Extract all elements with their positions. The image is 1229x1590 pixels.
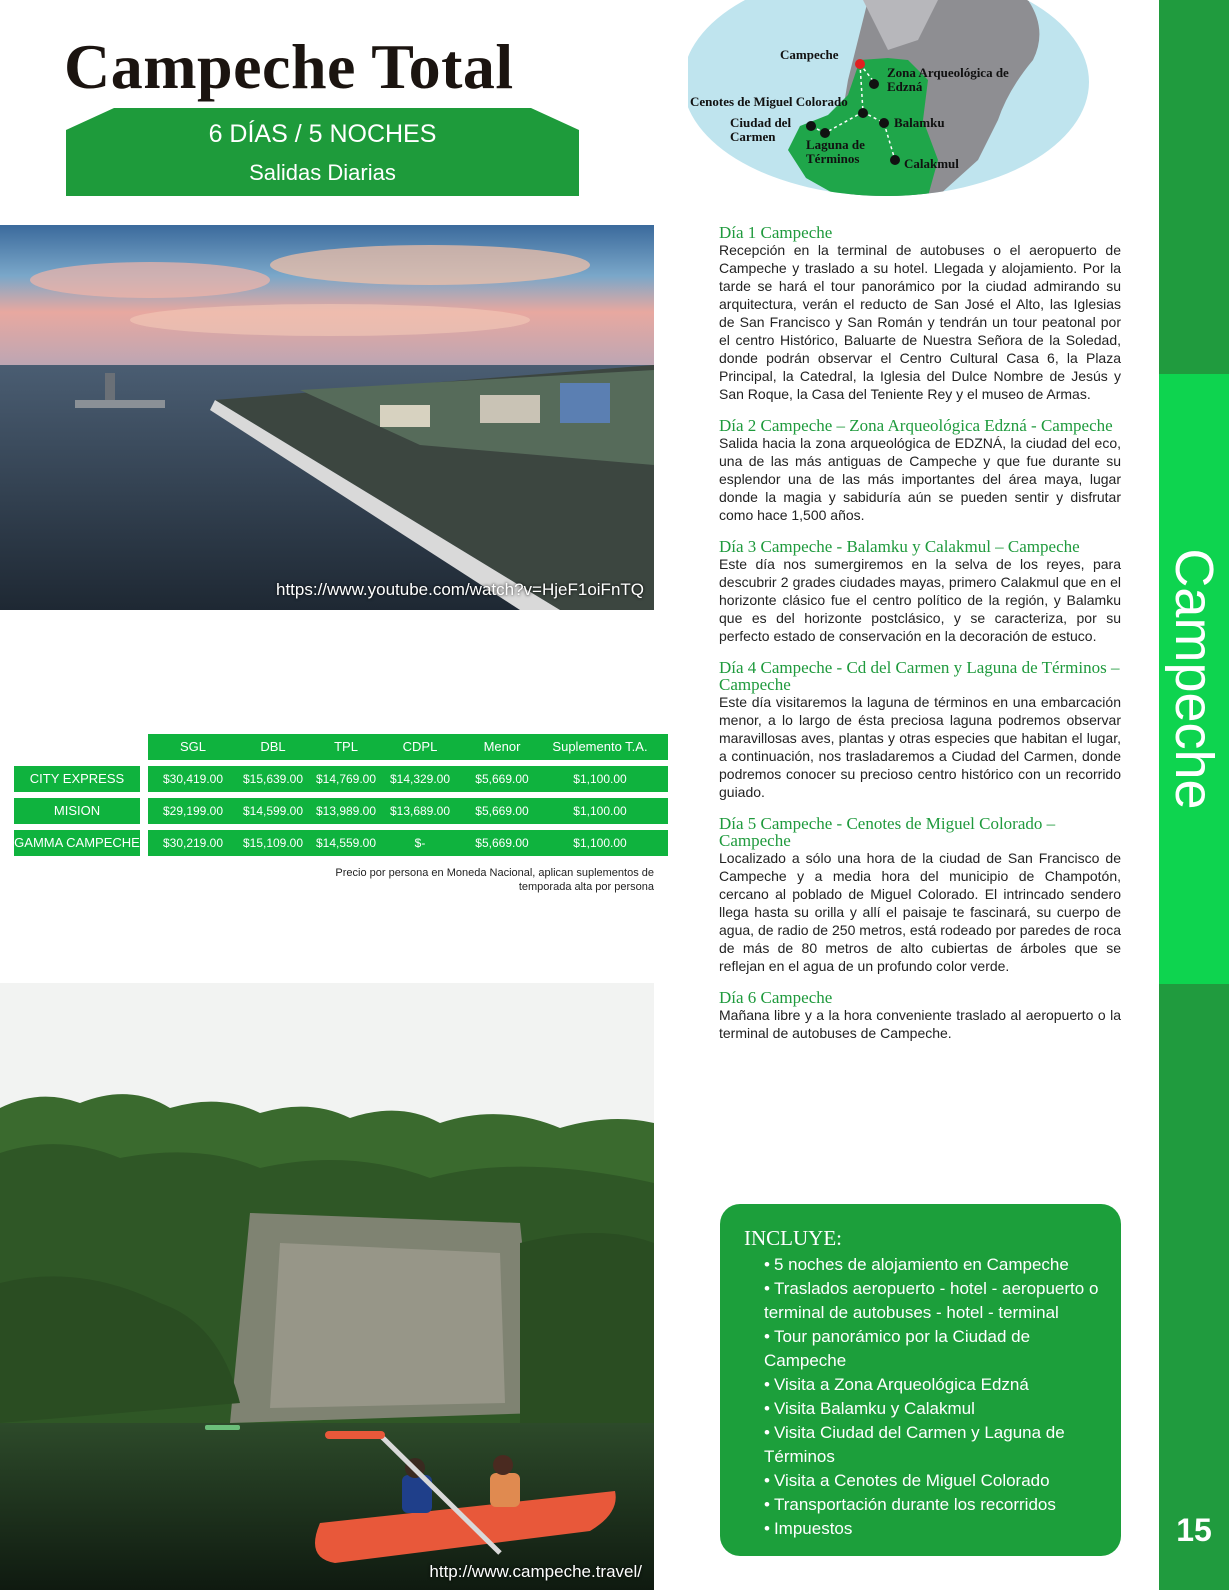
day-description: Localizado a sólo una hora de la ciudad de San Francisco de Campeche y a media hora del municipio de Champotón, cercano al poblado de Miguel Colorado. El intrincado sendero llega hasta su orilla y allí el paisaje te fascinará, su cuerpo de agua, de radio de 250 metros, está rodeado por paredes de roca de más de 80 metros de alto cubiertas de árboles que se reflejan en el agua de un profundo color verde. xyxy=(719,850,1121,974)
hotel-name: GAMMA CAMPECHE xyxy=(14,830,140,856)
route-map xyxy=(688,0,1098,196)
cenote-kayak-photo xyxy=(0,983,654,1590)
day-description: Mañana libre y a la hora conveniente traslado al aeropuerto o la terminal de autobuses de Campeche. xyxy=(719,1007,1121,1041)
price-cell: $14,559.00 xyxy=(315,836,377,850)
list-item: • 5 noches de alojamiento en Campeche xyxy=(764,1255,1069,1274)
price-cell: $15,639.00 xyxy=(242,772,304,786)
list-item: • Impuestos xyxy=(764,1519,853,1538)
map-label-calakmul: Calakmul xyxy=(904,156,959,171)
video-link[interactable]: https://www.youtube.com/watch?v=HjeF1oiFnTQ xyxy=(275,580,644,599)
day-title: Día 2 Campeche – Zona Arqueológica Edzná - Campeche xyxy=(719,416,1113,435)
price-cell: $13,989.00 xyxy=(315,804,377,818)
side-band-bottom xyxy=(1159,984,1229,1590)
map-label-laguna: Laguna de xyxy=(806,137,865,152)
list-item: • Visita Ciudad del Carmen y Laguna de Términos xyxy=(764,1423,1065,1466)
price-cell: $5,669.00 xyxy=(475,804,529,818)
price-cell: $- xyxy=(414,836,426,850)
list-item: • Tour panorámico por la Ciudad de Campeche xyxy=(764,1327,1031,1370)
day-description: Este día visitaremos la laguna de términos en una embarcación menor, a lo largo de ésta preciosa laguna podremos observar maravillosas aves, plantas y otras especies que habitan el lugar, a continuación, nos trasladaremos a Ciudad del Carmen, donde podremos conocer su precioso centro histórico con un recorrido guiado. xyxy=(719,694,1121,800)
list-item: • Visita Balamku y Calakmul xyxy=(764,1399,975,1418)
day-title: Día 3 Campeche - Balamku y Calakmul – Campeche xyxy=(719,537,1080,556)
side-band-label: Campeche xyxy=(1164,548,1224,810)
duration-label: 6 DÍAS / 5 NOCHES xyxy=(208,120,437,148)
malecon-photo-graphic xyxy=(0,225,654,610)
table-row xyxy=(148,798,668,824)
price-note: Precio por persona en Moneda Nacional, aplican suplementos de temporada alta por persona xyxy=(335,867,654,893)
list-item: • Visita a Cenotes de Miguel Colorado xyxy=(764,1471,1050,1490)
itinerary-day xyxy=(719,659,1121,801)
day-title: Día 5 Campeche - Cenotes de Miguel Colorado – Campeche xyxy=(719,814,1056,850)
duration-banner xyxy=(66,108,579,196)
price-cell: $14,599.00 xyxy=(242,804,304,818)
departures-label: Salidas Diarias xyxy=(249,160,396,185)
map-label-balamku: Balamku xyxy=(894,115,945,130)
price-cell: $1,100.00 xyxy=(573,836,627,850)
itinerary-day xyxy=(719,815,1121,975)
day-title: Día 1 Campeche xyxy=(719,223,833,242)
price-cell: $14,329.00 xyxy=(389,772,451,786)
price-cell: $14,769.00 xyxy=(315,772,377,786)
map-label-carmen-2: Carmen xyxy=(730,129,776,144)
day-description: Salida hacia la zona arqueológica de EDZNÁ, la ciudad del eco, una de las más antiguas de Campeche y que fue durante su esplendor una de las más importantes del área maya, lugar donde la magia y sabiduría aún se pueden sentir y disfrutar como hace 1,500 años. xyxy=(719,435,1121,523)
header-tpl: TPL xyxy=(334,739,358,754)
price-table-header xyxy=(148,734,668,760)
header-dbl: DBL xyxy=(260,739,286,754)
page-title: Campeche Total xyxy=(64,31,514,102)
header-suplemento: Suplemento T.A. xyxy=(552,739,648,754)
map-label-cenotes: Cenotes de Miguel Colorado xyxy=(690,94,848,109)
hotel-name: CITY EXPRESS xyxy=(14,766,140,792)
itinerary-day xyxy=(719,224,1121,403)
side-band-top xyxy=(1159,0,1229,374)
list-item: • Transportación durante los recorridos xyxy=(764,1495,1056,1514)
website-link[interactable]: http://www.campeche.travel/ xyxy=(429,1562,642,1581)
table-row xyxy=(148,830,668,856)
cenote-kayak-photo-graphic xyxy=(0,983,654,1590)
table-row xyxy=(148,766,668,792)
list-item: • Traslados aeropuerto - hotel - aeropuerto o terminal de autobuses - hotel - terminal xyxy=(764,1279,1099,1322)
price-cell: $29,199.00 xyxy=(162,804,224,818)
includes-box xyxy=(720,1204,1121,1556)
price-cell: $30,419.00 xyxy=(162,772,224,786)
price-cell: $5,669.00 xyxy=(475,836,529,850)
hotel-name: MISION xyxy=(14,798,140,824)
price-cell: $13,689.00 xyxy=(389,804,451,818)
list-item: • Visita a Zona Arqueológica Edzná xyxy=(764,1375,1029,1394)
itinerary-day xyxy=(719,989,1121,1042)
page-number: 15 xyxy=(1176,1512,1212,1548)
day-title: Día 6 Campeche xyxy=(719,988,833,1007)
map-label-laguna-2: Términos xyxy=(806,151,860,166)
includes-title: INCLUYE: xyxy=(744,1226,842,1250)
map-label-edzna: Zona Arqueológica de xyxy=(887,65,1009,80)
day-description: Recepción en la terminal de autobuses o el aeropuerto de Campeche y traslado a su hotel. Llegada y alojamiento. Por la tarde se hará el tour panorámico por la ciudad admirando su arquitectura, verán el reducto de San José el Alto, las Iglesias de San Francisco y San Román y tendrán un tour peatonal por el centro Histórico, Baluarte de Nuestra Señora de la Soledad, donde podrán observar el Centro Cultural Casa 6, la Plaza Principal, la Catedral, la Iglesia del Dulce Nombre de Jesús y San Roque, la Casa del Teniente Rey y el museo de Armas. xyxy=(719,242,1121,402)
map-label-edzna-2: Edzná xyxy=(887,79,923,94)
header-cdpl: CDPL xyxy=(402,739,438,754)
price-cell: $30,219.00 xyxy=(162,836,224,850)
itinerary-day xyxy=(719,538,1121,645)
itinerary xyxy=(719,224,1121,1056)
price-cell: $15,109.00 xyxy=(242,836,304,850)
header-sgl: SGL xyxy=(179,739,206,754)
price-cell: $5,669.00 xyxy=(475,772,529,786)
header-menor: Menor xyxy=(483,739,521,754)
map-label-carmen: Ciudad del xyxy=(730,115,792,130)
malecon-photo xyxy=(0,225,654,610)
day-description: Este día nos sumergiremos en la selva de los reyes, para descubrir 2 grades ciudades mayas, primero Calakmul que en el horizonte clásico fue el centro político de la región, y Balamku que es del horizonte postclásico, y se caracteriza, por su perfecto estado de conservación en la decoración de estuco. xyxy=(719,556,1121,644)
price-table xyxy=(14,734,668,864)
itinerary-day xyxy=(719,417,1121,524)
includes-list xyxy=(764,1253,1104,1541)
map-label-campeche: Campeche xyxy=(780,47,839,62)
price-cell: $1,100.00 xyxy=(573,772,627,786)
day-title: Día 4 Campeche - Cd del Carmen y Laguna de Términos – Campeche xyxy=(719,658,1120,694)
price-cell: $1,100.00 xyxy=(573,804,627,818)
